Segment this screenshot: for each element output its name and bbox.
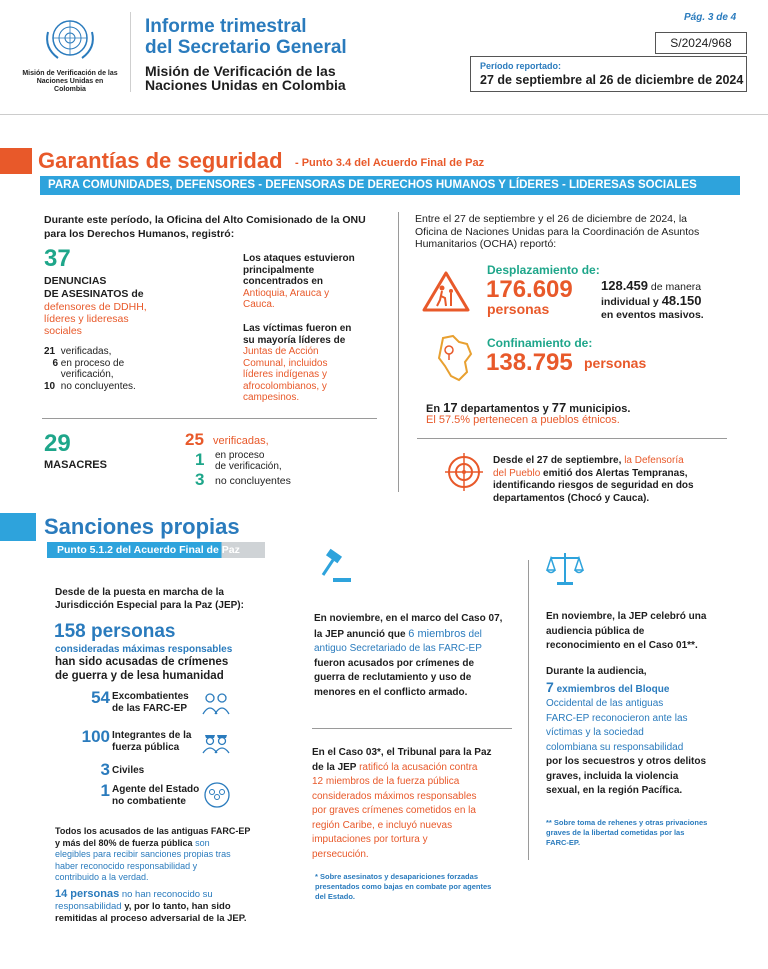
accused-text: Todos los acusados de las antiguas FARC-EP y más del 80% de fuerza pública son elegibles para recibir sanciones propias tras haber reconocido responsabilidad y contribuido a la verdad. [55,826,251,882]
footnote-case01: ** Sobre toma de rehenes y otras privaciones graves de la libertad cometidas por las FARC-EP. [546,818,708,847]
hearing-text: Durante la audiencia, 7 exmiembros del Bloque Occidental de las antiguas FARC-EP reconocieron ante las víctimas y la sociedad colombiana su responsabilidad por los secuestros y otros delitos graves, incluida la violencia sexual, en la región Pacífica. [546,666,707,796]
target-icon [444,452,484,492]
org-name: Misión de Verificación de las Naciones Unidas en Colombia [22,70,118,93]
people-icon [200,690,232,716]
group-row: 3 Civiles [100,760,145,779]
displacement-number: 176.609 [486,276,573,303]
group-icon [200,781,234,809]
security-title: Garantías de seguridad [38,148,283,173]
denuncias-label1: DENUNCIAS [44,275,107,287]
persons-sub: consideradas máximas responsables [55,644,233,655]
period-box [470,56,747,92]
case03-text: En el Caso 03*, el Tribunal para la Paz de la JEP ratificó la acusación contra 12 miembros de la fuerza pública considerados máximos responsables por graves crímenes cometidos en la región Caribe, e incluyó nuevas imputaciones por tortura y persecución. [312,747,492,860]
sanciones-title: Sanciones propias [44,514,240,539]
denuncias-label3: defensores de DDHH, [44,301,147,313]
ohchr-intro-line2: para los Derechos Humanos, registró: [44,228,235,240]
doc-code-box: S/2024/968 [655,32,747,54]
section-accent-bar [0,148,32,174]
early-alerts-text: Desde el 27 de septiembre, la Defensoría del Pueblo emitió dos Alertas Tempranas, identificando riesgos de seguridad en dos departamentos (Chocó y Cauca). [493,455,694,504]
page-number: Pág. 3 de 4 [684,12,737,23]
report-title-line1: Informe trimestral [145,16,307,37]
masacres-label: MASACRES [44,459,107,471]
security-point: - Punto 3.4 del Acuerdo Final de Paz [295,157,485,169]
security-banner: PARA COMUNIDADES, DEFENSORES - DEFENSORAS DE DERECHOS HUMANOS Y LÍDERES - LIDERESAS SOCIALES [40,176,740,195]
fourteen-persons-text: 14 personas no han reconocido su responsabilidad y, por lo tanto, han sido remitidas al proceso adversarial de la JEP. [55,888,247,924]
masacres-number: 29 [44,430,71,457]
confinement-label: Confinamiento de: [487,336,593,350]
period-value: 27 de septiembre al 26 de diciembre de 2024 [480,73,744,87]
masacres-breakdown: 25 verificadas, 1 en proceso de verificación, 3 no concluyentes [185,430,291,489]
breakdown-row: verificación, [60,369,114,380]
un-logo [40,14,100,66]
breakdown-row: 21 verificadas, [44,346,112,357]
sanciones-accent-bar [0,513,36,541]
displacement-icon [421,270,471,314]
denuncias-label4: líderes y lideresas [44,313,129,325]
case01-text: En noviembre, la JEP celebró una audiencia pública de reconocimiento en el Caso 01**. [546,611,707,651]
persons-desc: han sido acusadas de crímenes de guerra y de lesa humanidad [55,656,229,682]
report-subtitle-line2: Naciones Unidas en Colombia [145,77,346,93]
denuncias-number: 37 [44,245,71,272]
un-emblem-icon [40,14,100,66]
victims-text: Las víctimas fueron en su mayoría líderes de Juntas de Acción Comunal, incluidos líderes indígenas y afrocolombianos, y campesinos. [243,323,352,403]
report-title-line2: del Secretario General [145,37,347,58]
group-row: 1 Agente del Estado no combatiente [60,781,260,813]
ohchr-intro-line1: Durante este período, la Oficina del Alto Comisionado de la ONU [44,214,366,226]
sanciones-point: Punto 5.1.2 del Acuerdo Final de Paz [47,542,265,558]
footnote-case03: * Sobre asesinatos y desapariciones forzadas presentados como bajas en combate por agentes del Estado. [315,872,492,901]
displacement-label: Desplazamiento de: [487,263,600,277]
case07-text: En noviembre, en el marco del Caso 07, la JEP anunció que 6 miembros del antiguo Secretariado de las FARC-EP fueron acusados por crímenes de guerra de reclutamiento y uso de menores en el conflicto armado. [314,613,503,698]
denuncias-breakdown [44,346,136,392]
police-icon [200,729,232,755]
ocha-intro: Entre el 27 de septiembre y el 26 de diciembre de 2024, la Oficina de Naciones Unidas para la Coordinación de Asuntos Humanitarios (OCHA) reportó: [415,213,700,250]
attacks-text: Los ataques estuvieron principalmente concentrados en Antioquia, Arauca y Cauca. [243,253,355,310]
gavel-icon [315,548,355,588]
scales-icon [545,550,585,588]
group-row: 54 Excombatientes de las FARC-EP [60,688,260,720]
displacement-unit: personas [487,301,550,317]
departments-line: En 17 departamentos y 77 municipios. [426,400,631,415]
jep-intro: Desde de la puesta en marcha de la Jurisdicción Especial para la Paz (JEP): [55,587,244,611]
breakdown-row: 6 en proceso de [52,357,125,369]
period-label: Período reportado: [480,61,562,71]
denuncias-label2: DE ASESINATOS de [44,288,144,300]
displacement-detail: 128.459 de manera individual y 48.150 en eventos masivos. [601,278,704,321]
confinement-number: 138.795 [486,349,573,376]
ethnic-line: El 57.5% pertenecen a pueblos étnicos. [426,414,620,426]
breakdown-row: 10 no concluyentes. [44,380,136,392]
denuncias-label5: sociales [44,325,82,337]
confinement-icon [433,332,477,384]
confinement-unit: personas [584,355,647,371]
report-subtitle-line1: Misión de Verificación de las [145,63,336,79]
group-row: 100 Integrantes de la fuerza pública [60,727,260,759]
persons-number: 158 personas [54,621,176,642]
